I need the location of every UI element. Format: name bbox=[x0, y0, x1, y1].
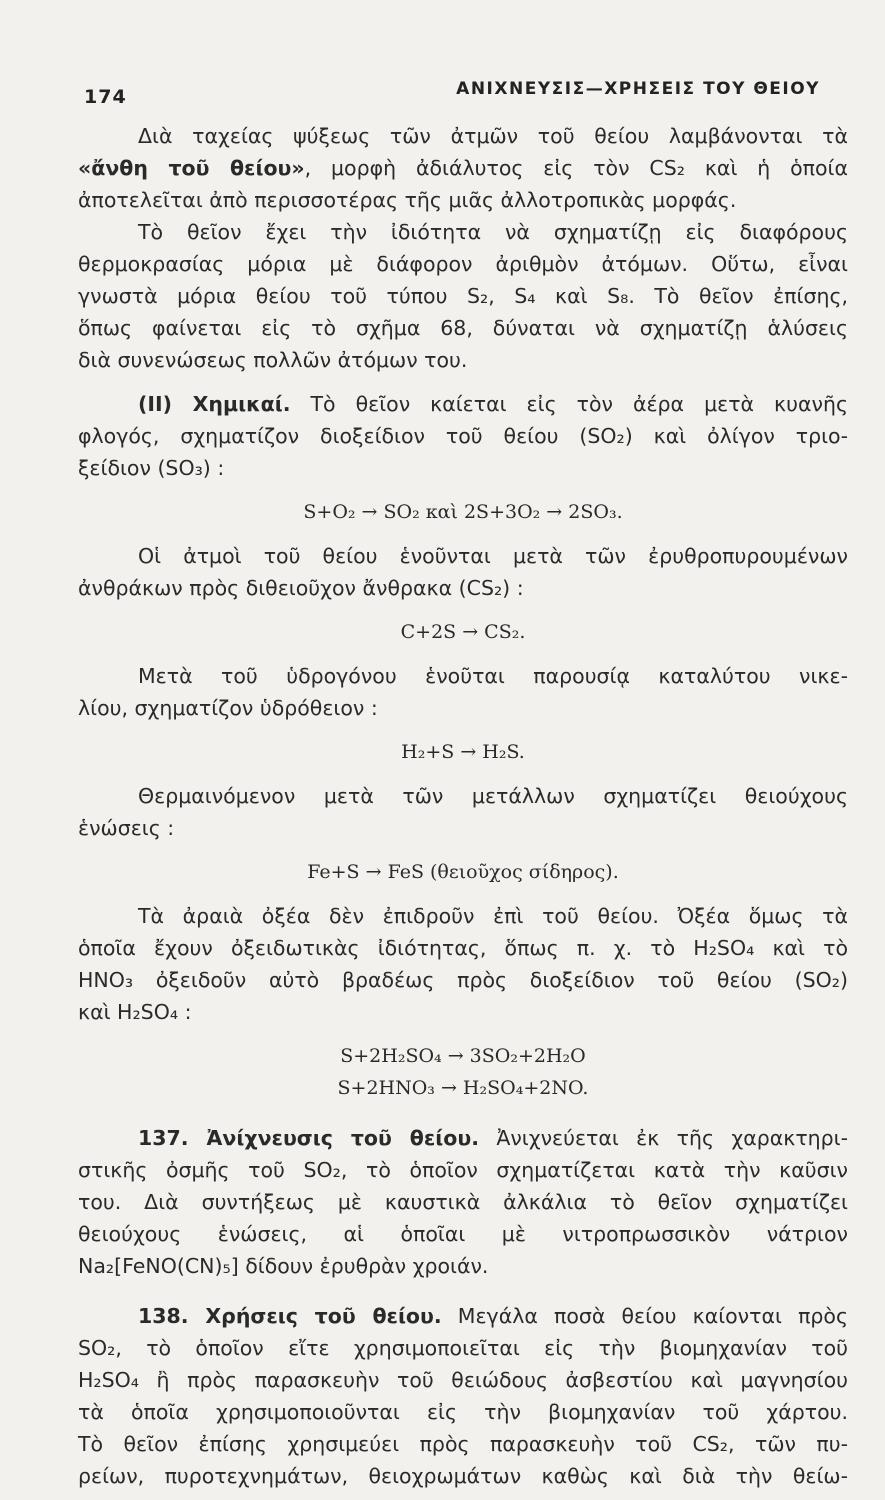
equation: S+O₂ → SO₂ καὶ 2S+3O₂ → 2SO₃. bbox=[303, 501, 623, 523]
page-number: 174 bbox=[84, 86, 127, 108]
line-text: Ἀνιχνεύεται ἐκ τῆς χαρακτηρι- bbox=[479, 1126, 848, 1150]
equation: C+2S → CS₂. bbox=[400, 621, 526, 643]
paragraph-line: φλογός, σχηματίζον διοξείδιον τοῦ θείου (SO₂) καὶ ὀλίγον τριο- bbox=[78, 424, 848, 448]
paragraph-line: Τὸ θεῖον ἐπίσης χρησιμεύει πρὸς παρασκευὴν τοῦ CS₂, τῶν πυ- bbox=[78, 1432, 848, 1456]
subheading-chemical: (II) Χημικαί. bbox=[138, 392, 291, 416]
running-head bbox=[0, 0, 885, 120]
paragraph-line: τὰ ὁποῖα χρησιμοποιοῦνται εἰς τὴν βιομηχανίαν τοῦ χάρτου. bbox=[78, 1400, 848, 1424]
paragraph-line: ἑνώσεις : bbox=[78, 816, 175, 840]
paragraph-line: H₂SO₄ ἢ πρὸς παρασκευὴν τοῦ θειώδους ἀσβεστίου καὶ μαγνησίου bbox=[78, 1368, 848, 1392]
body-text bbox=[78, 120, 848, 1492]
paragraph-line: Τὸ θεῖον ἔχει τὴν ἰδιότητα νὰ σχηματίζῃ εἰς διαφόρους bbox=[138, 220, 848, 244]
paragraph-line: Τὰ ἀραιὰ ὀξέα δὲν ἐπιδροῦν ἐπὶ τοῦ θείου. Ὀξέα ὅμως τὰ bbox=[138, 904, 848, 928]
equation: Fe+S → FeS (θειοῦχος σίδηρος). bbox=[307, 861, 619, 883]
paragraph-line: Διὰ ταχείας ψύξεως τῶν ἀτμῶν τοῦ θείου λαμβάνονται τὰ bbox=[138, 124, 848, 148]
chapter-title: ΑΝΙΧΝΕΥΣΙΣ—ΧΡΗΣΕΙΣ ΤΟΥ ΘΕΙΟΥ bbox=[456, 79, 820, 99]
term-bold: «ἄνθη τοῦ θείου» bbox=[78, 156, 305, 180]
paragraph-line: Θερμαινόμενον μετὰ τῶν μετάλλων σχηματίζει θειούχους bbox=[138, 784, 848, 808]
paragraph-line: Μετὰ τοῦ ὑδρογόνου ἑνοῦται παρουσίᾳ καταλύτου νικε- bbox=[138, 664, 848, 688]
paragraph-line: του. Διὰ συντήξεως μὲ καυστικὰ ἀλκάλια τὸ θεῖον σχηματίζει bbox=[78, 1190, 848, 1214]
paragraph-line: θειούχους ἑνώσεις, αἱ ὁποῖαι μὲ νιτροπρωσσικὸν νάτριον bbox=[78, 1222, 848, 1246]
paragraph-line: γνωστὰ μόρια θείου τοῦ τύπου S₂, S₄ καὶ S₈. Τὸ θεῖον ἐπίσης, bbox=[78, 284, 848, 308]
line-text: Μεγάλα ποσὰ θείου καίονται πρὸς bbox=[441, 1304, 848, 1328]
paragraph-line: διὰ συνενώσεως πολλῶν ἀτόμων του. bbox=[78, 348, 468, 372]
section-138-title: 138. Χρήσεις τοῦ θείου. bbox=[138, 1304, 442, 1328]
paragraph-line: HNO₃ ὀξειδοῦν αὐτὸ βραδέως πρὸς διοξείδιον τοῦ θείου (SO₂) bbox=[78, 968, 848, 992]
section-137-heading-line bbox=[78, 1122, 848, 1154]
paragraph-line: καὶ H₂SO₄ : bbox=[78, 1000, 192, 1024]
paragraph-line: SO₂, τὸ ὁποῖον εἴτε χρησιμοποιεῖται εἰς τὴν βιομηχανίαν τοῦ bbox=[78, 1336, 848, 1360]
paragraph-line: ἀνθράκων πρὸς διθειοῦχον ἄνθρακα (CS₂) : bbox=[78, 576, 524, 600]
equation: H₂+S → H₂S. bbox=[401, 741, 525, 763]
paragraph-line: Οἱ ἀτμοὶ τοῦ θείου ἑνοῦνται μετὰ τῶν ἐρυθροπυρουμένων bbox=[138, 544, 848, 568]
paragraph-line: ὅπως φαίνεται εἰς τὸ σχῆμα 68, δύναται νὰ σχηματίζῃ ἁλύσεις bbox=[78, 316, 848, 340]
line-text: , μορφὴ ἀδιάλυτος εἰς τὸν CS₂ καὶ ἡ ὁποία bbox=[304, 156, 848, 180]
line-text: Τὸ θεῖον καίεται εἰς τὸν ἀέρα μετὰ κυανῆς bbox=[290, 392, 848, 416]
section-137-title: 137. Ἀνίχνευσις τοῦ θείου. bbox=[138, 1126, 479, 1150]
paragraph-line bbox=[78, 152, 848, 184]
equation: S+2H₂SO₄ → 3SO₂+2H₂O bbox=[340, 1045, 586, 1067]
paragraph-line bbox=[78, 388, 848, 420]
section-138-heading-line bbox=[78, 1300, 848, 1332]
paragraph-line: ὁποῖα ἔχουν ὀξειδωτικὰς ἰδιότητας, ὅπως π. χ. τὸ H₂SO₄ καὶ τὸ bbox=[78, 936, 848, 960]
paragraph-line: ἀποτελεῖται ἀπὸ περισσοτέρας τῆς μιᾶς ἀλλοτροπικὰς μορφάς. bbox=[78, 188, 737, 212]
paragraph-line: ρείων, πυροτεχνημάτων, θειοχρωμάτων καθὼς καὶ διὰ τὴν θείω- bbox=[78, 1464, 848, 1488]
paragraph-line: Na₂[FeNO(CN)₅] δίδουν ἐρυθρὰν χροιάν. bbox=[78, 1254, 489, 1278]
equation: S+2HNO₃ → H₂SO₄+2NO. bbox=[337, 1077, 589, 1099]
paragraph-line: λίου, σχηματίζον ὑδρόθειον : bbox=[78, 696, 378, 720]
paragraph-line: ξείδιον (SO₃) : bbox=[78, 456, 225, 480]
paragraph-line: στικῆς ὀσμῆς τοῦ SO₂, τὸ ὁποῖον σχηματίζεται κατὰ τὴν καῦσιν bbox=[78, 1158, 848, 1182]
paragraph-line: θερμοκρασίας μόρια μὲ διάφορον ἀριθμὸν ἀτόμων. Οὕτω, εἶναι bbox=[78, 252, 848, 276]
